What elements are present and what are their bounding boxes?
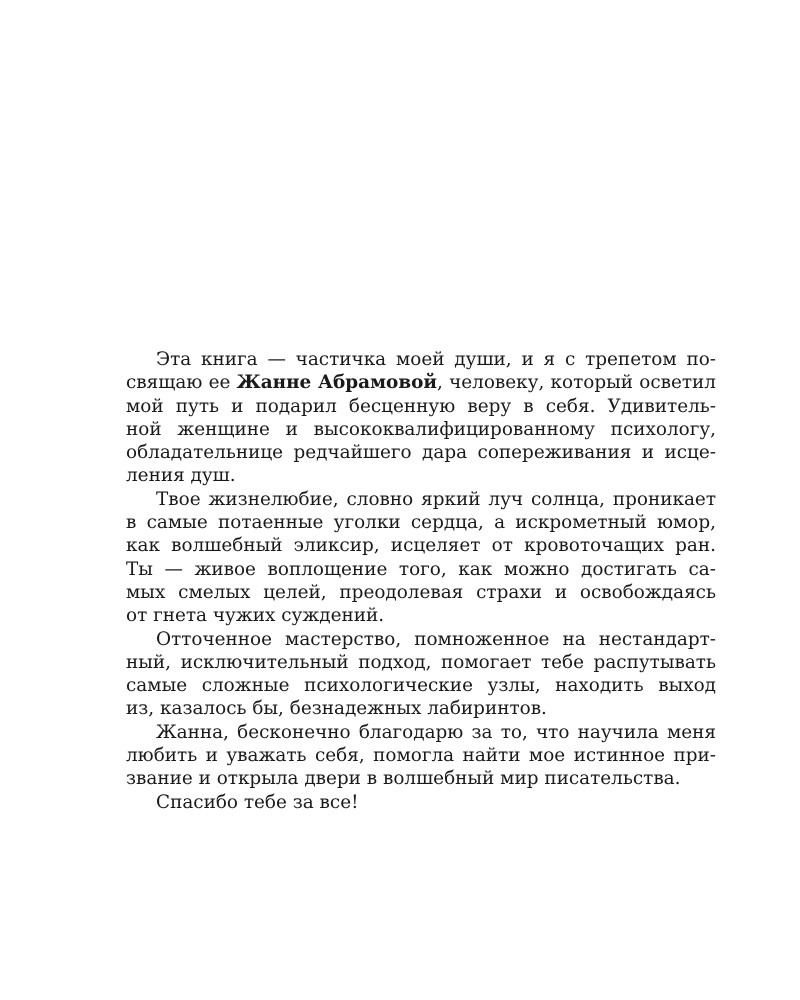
text-line	[126, 604, 716, 627]
text-segment: как волшебный эликсир, исцеляет от кровоточащих ран.	[126, 535, 716, 557]
text-segment: свящаю ее	[126, 372, 237, 394]
paragraph	[126, 348, 716, 488]
text-segment: мой путь и подарил бесценную веру в себя. Удивитель-	[126, 395, 716, 417]
text-line	[126, 534, 716, 557]
text-line	[126, 418, 716, 441]
text-segment: мых смелых целей, преодолевая страхи и освобождаясь	[126, 581, 716, 603]
text-segment: Твое жизнелюбие, словно яркий луч солнца, проникает	[156, 488, 716, 510]
text-line	[126, 511, 716, 534]
text-segment: ной женщине и высококвалифицированному психологу,	[126, 418, 716, 440]
text-segment: обладательнице редчайшего дара сопереживания и исце-	[126, 442, 716, 464]
text-segment: Ты — живое воплощение того, как можно достигать са-	[126, 558, 716, 580]
text-segment: ления душ.	[126, 465, 236, 487]
text-segment: , человеку, который осветил	[437, 372, 716, 394]
text-segment: Жанна, бесконечно благодарю за то, что научила меня	[156, 721, 716, 743]
text-segment: Отточенное мастерство, помноженное на нестандарт-	[156, 628, 716, 650]
text-segment: самые сложные психологические узлы, находить выход	[126, 675, 716, 697]
dedicatee-name: Жанне Абрамовой	[236, 372, 438, 394]
paragraph	[126, 488, 716, 628]
text-line	[126, 721, 716, 744]
text-line	[126, 651, 716, 674]
text-line	[126, 558, 716, 581]
text-line	[126, 767, 716, 790]
text-line	[126, 395, 716, 418]
paragraph	[126, 628, 716, 721]
text-segment: Спасибо тебе за все!	[156, 791, 359, 813]
text-segment: звание и открыла двери в волшебный мир писательства.	[126, 768, 681, 790]
text-line	[126, 488, 716, 511]
dedication-text	[126, 348, 716, 814]
text-line	[126, 348, 716, 371]
paragraph	[126, 721, 716, 791]
text-line	[126, 791, 716, 814]
text-segment: от гнета чужих суждений.	[126, 605, 385, 627]
text-segment: в самые потаенные уголки сердца, а искрометный юмор,	[126, 512, 716, 534]
text-line	[126, 628, 716, 651]
text-line	[126, 674, 716, 697]
text-segment: Эта книга — частичка моей души, и я с трепетом по-	[156, 349, 716, 370]
text-segment: ный, исключительный подход, помогает тебе распутывать	[126, 651, 716, 673]
text-line	[126, 744, 716, 767]
text-line	[126, 464, 716, 487]
text-line	[126, 371, 716, 394]
text-segment: из, казалось бы, безнадежных лабиринтов.	[126, 698, 547, 720]
paragraph	[126, 791, 716, 814]
text-line	[126, 697, 716, 720]
text-segment: любить и уважать себя, помогла найти мое истинное при-	[126, 745, 716, 767]
text-line	[126, 441, 716, 464]
text-line	[126, 581, 716, 604]
